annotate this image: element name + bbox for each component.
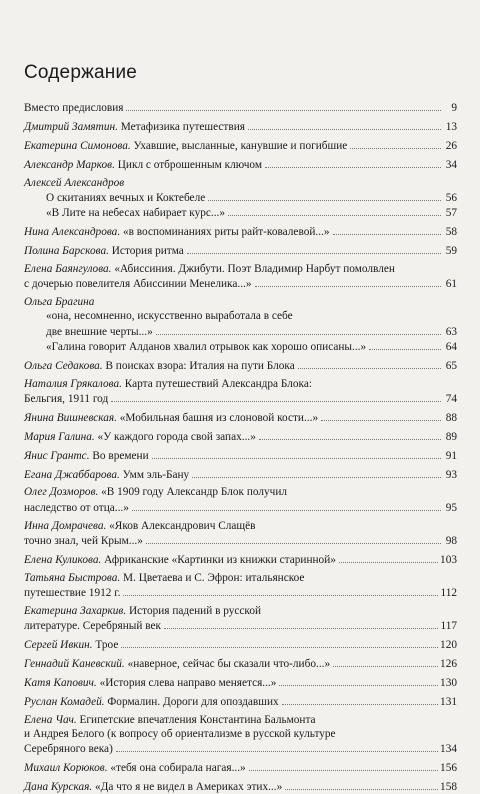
toc-title: Метафизика путешествия <box>117 120 245 133</box>
toc-page-number: 57 <box>445 207 457 220</box>
toc-line <box>24 741 457 756</box>
toc-leader-dots <box>208 190 441 201</box>
toc-title: «наверное, сейчас бы сказали что-либо...» <box>124 657 331 670</box>
toc-line <box>24 713 457 727</box>
toc-author: Дана Курская. <box>24 781 93 794</box>
toc-title: Цикл с отброшенным ключом <box>114 158 262 171</box>
toc-entry <box>24 552 457 567</box>
toc-author: Янина Вишневская. <box>24 411 117 424</box>
toc-leader-dots <box>192 467 441 478</box>
toc-page-number: 9 <box>451 102 457 114</box>
toc-author: Екатерина Симонова. <box>24 139 131 152</box>
toc-page-number: 13 <box>445 120 457 133</box>
toc-page-number: 91 <box>445 449 457 462</box>
toc-entry <box>24 243 457 258</box>
toc-title: «Мобильная башня из слоновой кости...» <box>116 411 319 424</box>
toc-line-text <box>24 657 330 671</box>
toc-line-text <box>24 325 153 339</box>
toc-leader-dots <box>255 276 442 287</box>
toc-title: «она, несомненно, искусственно выработала в себе <box>46 310 293 323</box>
toc-line <box>24 157 457 172</box>
toc-entry <box>24 779 457 794</box>
toc-line <box>24 243 457 258</box>
toc-line <box>24 429 457 444</box>
toc-leader-dots <box>249 760 438 771</box>
toc-page-number: 56 <box>445 191 457 204</box>
toc-leader-dots <box>248 119 441 130</box>
toc-title: две внешние черты...» <box>46 325 153 338</box>
toc-page-number: 117 <box>440 620 457 633</box>
toc-title: «тебя она собирала нагая...» <box>107 762 246 775</box>
toc-line-text <box>24 206 225 220</box>
toc-leader-dots <box>111 391 441 402</box>
toc-line <box>24 377 457 391</box>
toc-title: В поисках взора: Италия на пути Блока <box>102 359 295 372</box>
toc-line-text <box>24 604 261 618</box>
toc-page-number: 126 <box>440 657 457 670</box>
toc-leader-dots <box>259 429 441 440</box>
toc-entry <box>24 377 457 407</box>
toc-title: История падений в русской <box>126 604 262 617</box>
toc-page-number: 74 <box>445 392 457 405</box>
toc-line <box>24 656 457 671</box>
toc-line <box>24 205 457 220</box>
toc-page-number: 134 <box>440 743 457 756</box>
toc-title: Вместо предисловия <box>24 102 124 114</box>
toc-leader-dots <box>228 205 441 216</box>
toc-leader-dots <box>132 500 441 511</box>
toc-leader-dots <box>298 358 441 369</box>
toc-line-text <box>24 411 318 425</box>
toc-line <box>24 339 457 354</box>
toc-title: Серебряного века) <box>24 743 113 756</box>
toc-line <box>24 176 457 190</box>
toc-title: точно знал, чей Крым...» <box>24 534 143 547</box>
toc-page-number: 131 <box>440 695 457 708</box>
toc-author: Елена Чач. <box>24 713 77 726</box>
toc-entry <box>24 157 457 172</box>
toc-entry <box>24 656 457 671</box>
toc-author: Алексей Александров <box>24 176 125 189</box>
toc-leader-dots <box>116 741 438 752</box>
toc-title: История ритма <box>108 244 184 257</box>
toc-author: Нина Александрова. <box>24 226 121 239</box>
toc-line <box>24 533 457 548</box>
toc-title: «Галина говорит Алданов хвалил отрывок как хорошо описаны...» <box>46 340 367 353</box>
toc-author: Руслан Комадей. <box>24 695 105 708</box>
toc-line-text <box>24 586 120 600</box>
toc-line-text <box>24 485 287 499</box>
toc-entry <box>24 694 457 709</box>
toc-line-text <box>24 713 316 727</box>
toc-line <box>24 410 457 425</box>
toc-title: Карта путешествий Александра Блока: <box>121 377 312 390</box>
toc-title: Умм эль-Бану <box>119 468 190 481</box>
toc-author: Ольга Седакова. <box>24 359 103 372</box>
toc-line <box>24 585 457 600</box>
toc-author: Ольга Брагина <box>24 296 95 309</box>
toc-line-text <box>24 501 129 515</box>
toc-leader-dots <box>121 637 438 648</box>
toc-line <box>24 571 457 585</box>
toc-leader-dots <box>321 410 441 421</box>
toc-line-text <box>24 449 149 463</box>
toc-author: Полина Барскова. <box>24 244 109 257</box>
toc-line <box>24 276 457 291</box>
toc-leader-dots <box>152 448 441 459</box>
toc-page-number: 158 <box>440 781 457 794</box>
toc-title: литературе. Серебряный век <box>24 620 161 633</box>
toc-page-number: 58 <box>445 226 457 239</box>
toc-line <box>24 727 457 741</box>
toc-entry <box>24 637 457 652</box>
toc-line-text <box>24 176 124 190</box>
toc-entry <box>24 138 457 153</box>
toc-line <box>24 309 457 323</box>
toc-page-number: 61 <box>445 278 457 291</box>
toc-page-number: 59 <box>445 244 457 257</box>
toc-line <box>24 467 457 482</box>
toc-title: Трое <box>92 639 119 652</box>
toc-line <box>24 500 457 515</box>
toc-title: Ухавшие, высланные, канувшие и погибшие <box>130 139 348 152</box>
toc-leader-dots <box>146 533 441 544</box>
toc-line-text <box>24 780 282 794</box>
toc-author: Инна Домрачева. <box>24 519 107 532</box>
toc-title: Африканские «Картинки из книжки старинной» <box>101 553 336 566</box>
toc-line-text <box>24 262 395 276</box>
toc-line <box>24 119 457 134</box>
toc-title: Египетские впечатления Константина Бальмонта <box>76 713 316 726</box>
toc-title: путешествие 1912 г. <box>24 587 121 599</box>
toc-line <box>24 358 457 373</box>
toc-title: Во времени <box>89 449 149 462</box>
toc-title: «В 1909 году Александр Блок получил <box>98 486 288 499</box>
toc-author: Янис Грантс. <box>24 449 90 462</box>
toc-page-number: 98 <box>445 534 457 547</box>
toc-line <box>24 618 457 633</box>
toc-line-text <box>24 295 94 309</box>
toc-line-text <box>24 392 108 406</box>
toc-line-text <box>24 120 245 134</box>
toc-leader-dots <box>369 339 441 350</box>
toc-entry <box>24 604 457 634</box>
toc-author: Дмитрий Замятин. <box>24 120 118 133</box>
toc-page-number: 93 <box>445 468 457 481</box>
toc-author: Елена Баянгулова. <box>24 262 112 275</box>
toc-line-text <box>24 101 123 115</box>
toc-entry <box>24 295 457 354</box>
toc-line <box>24 138 457 153</box>
toc-line <box>24 190 457 205</box>
toc-line <box>24 552 457 567</box>
toc-line-text <box>24 340 366 354</box>
toc-line <box>24 485 457 499</box>
toc-line-text <box>24 191 205 205</box>
toc-entry <box>24 713 457 757</box>
toc-title: наследство от отца...» <box>24 501 129 514</box>
toc-leader-dots <box>123 585 438 596</box>
toc-page-number: 95 <box>445 501 457 514</box>
toc-author: Катя Капович. <box>24 676 97 689</box>
toc-page-number: 34 <box>445 158 457 171</box>
toc-leader-dots <box>333 656 438 667</box>
toc-line-text <box>24 468 189 482</box>
toc-line-text <box>24 638 118 652</box>
toc-line-text <box>24 571 304 585</box>
toc-line-text <box>24 676 276 690</box>
toc-page-number: 26 <box>445 139 457 152</box>
toc-line <box>24 779 457 794</box>
toc-line-text <box>24 534 143 548</box>
toc-leader-dots <box>339 552 438 563</box>
toc-entry <box>24 675 457 690</box>
toc-title: М. Цветаева и С. Эфрон: итальянское <box>120 571 305 584</box>
toc-author: Александр Марков. <box>24 158 115 171</box>
toc-line <box>24 391 457 406</box>
toc-line <box>24 694 457 709</box>
toc-line-text <box>24 359 295 373</box>
toc-author: Сергей Ивкин. <box>24 639 93 652</box>
toc-entry <box>24 262 457 292</box>
toc-line <box>24 295 457 309</box>
toc-title: Формалин. Дороги для опоздавших <box>104 695 279 708</box>
toc-entry <box>24 176 457 221</box>
toc-author: Наталия Грякалова. <box>24 377 122 390</box>
toc-line-text <box>24 158 262 172</box>
toc-line <box>24 675 457 690</box>
toc-entry <box>24 410 457 425</box>
toc-line-text <box>24 225 330 239</box>
toc-page-number: 64 <box>445 340 457 353</box>
toc-entry <box>24 100 457 115</box>
toc-entry <box>24 571 457 601</box>
toc-author: Геннадий Каневский. <box>24 657 125 670</box>
toc-entry <box>24 429 457 444</box>
toc-line-text <box>24 309 293 323</box>
toc-entry <box>24 467 457 482</box>
toc-line <box>24 262 457 276</box>
toc-title: О скитаниях вечных и Коктебеле <box>46 191 206 204</box>
toc-line <box>24 604 457 618</box>
toc-line-text <box>24 519 255 533</box>
toc-page-number: 63 <box>445 325 457 338</box>
toc-line-text <box>24 727 336 741</box>
toc-title: «В Лите на небесах набирает курс...» <box>46 207 226 220</box>
toc-line-text <box>24 377 312 391</box>
toc-page-number: 112 <box>440 587 457 599</box>
toc-line <box>24 760 457 775</box>
toc-line-text <box>24 430 256 444</box>
toc-entry <box>24 224 457 239</box>
page-title: Содержание <box>24 62 138 83</box>
toc-author: Мария Галина. <box>24 430 95 443</box>
toc-title: «У каждого города свой запах...» <box>94 430 256 443</box>
toc-leader-dots <box>164 618 438 629</box>
toc-line-text <box>24 244 184 258</box>
toc-leader-dots <box>333 224 441 235</box>
toc-page-number: 156 <box>440 762 457 775</box>
toc-author: Елена Куликова. <box>24 553 102 566</box>
toc-page-number: 103 <box>440 553 457 566</box>
toc-page-number: 65 <box>445 359 457 372</box>
toc-line-text <box>24 139 347 153</box>
toc-leader-dots <box>265 157 441 168</box>
toc-line-text <box>24 553 336 567</box>
toc-author: Егана Джаббарова. <box>24 468 120 481</box>
toc-page-number: 88 <box>445 411 457 424</box>
toc-line-text <box>24 695 279 709</box>
toc-line-text <box>24 742 113 756</box>
table-of-contents <box>24 100 457 794</box>
toc-leader-dots <box>350 138 441 149</box>
toc-page-number: 130 <box>440 676 457 689</box>
toc-author: Олег Дозморов. <box>24 486 99 499</box>
toc-line <box>24 519 457 533</box>
toc-title: «Абиссиния. Джибути. Поэт Владимир Нарбут помолвлен <box>111 262 395 275</box>
toc-line <box>24 224 457 239</box>
toc-title: Бельгия, 1911 год <box>24 392 109 405</box>
toc-title: «История слева направо меняется...» <box>96 676 277 689</box>
toc-entry <box>24 760 457 775</box>
toc-entry <box>24 119 457 134</box>
toc-leader-dots <box>279 675 438 686</box>
toc-entry <box>24 485 457 515</box>
toc-line <box>24 448 457 463</box>
toc-title: с дочерью повелителя Абиссинии Менелика...» <box>24 278 252 291</box>
toc-title: «Да что я не видел в Америках этих...» <box>92 781 283 794</box>
toc-leader-dots <box>282 694 438 705</box>
toc-line-text <box>24 277 252 291</box>
toc-leader-dots <box>156 324 441 335</box>
toc-leader-dots <box>126 100 441 111</box>
toc-line <box>24 637 457 652</box>
toc-line-text <box>24 619 161 633</box>
toc-author: Татьяна Быстрова. <box>24 571 121 584</box>
toc-page-number: 120 <box>440 639 457 652</box>
toc-leader-dots <box>285 779 438 790</box>
toc-entry <box>24 358 457 373</box>
toc-author: Екатерина Захаркив. <box>24 604 127 617</box>
toc-entry <box>24 519 457 549</box>
toc-line <box>24 100 457 115</box>
toc-title: «Яков Александрович Слащёв <box>106 519 256 532</box>
toc-title: и Андрея Белого (к вопросу об ориентализме в русской культуре <box>24 727 336 740</box>
toc-page-number: 89 <box>445 430 457 443</box>
toc-leader-dots <box>187 243 441 254</box>
toc-entry <box>24 448 457 463</box>
toc-line <box>24 324 457 339</box>
toc-author: Михаил Корюков. <box>24 762 108 775</box>
toc-title: «в воспоминаниях риты райт-ковалевой...» <box>120 226 330 239</box>
toc-line-text <box>24 761 246 775</box>
